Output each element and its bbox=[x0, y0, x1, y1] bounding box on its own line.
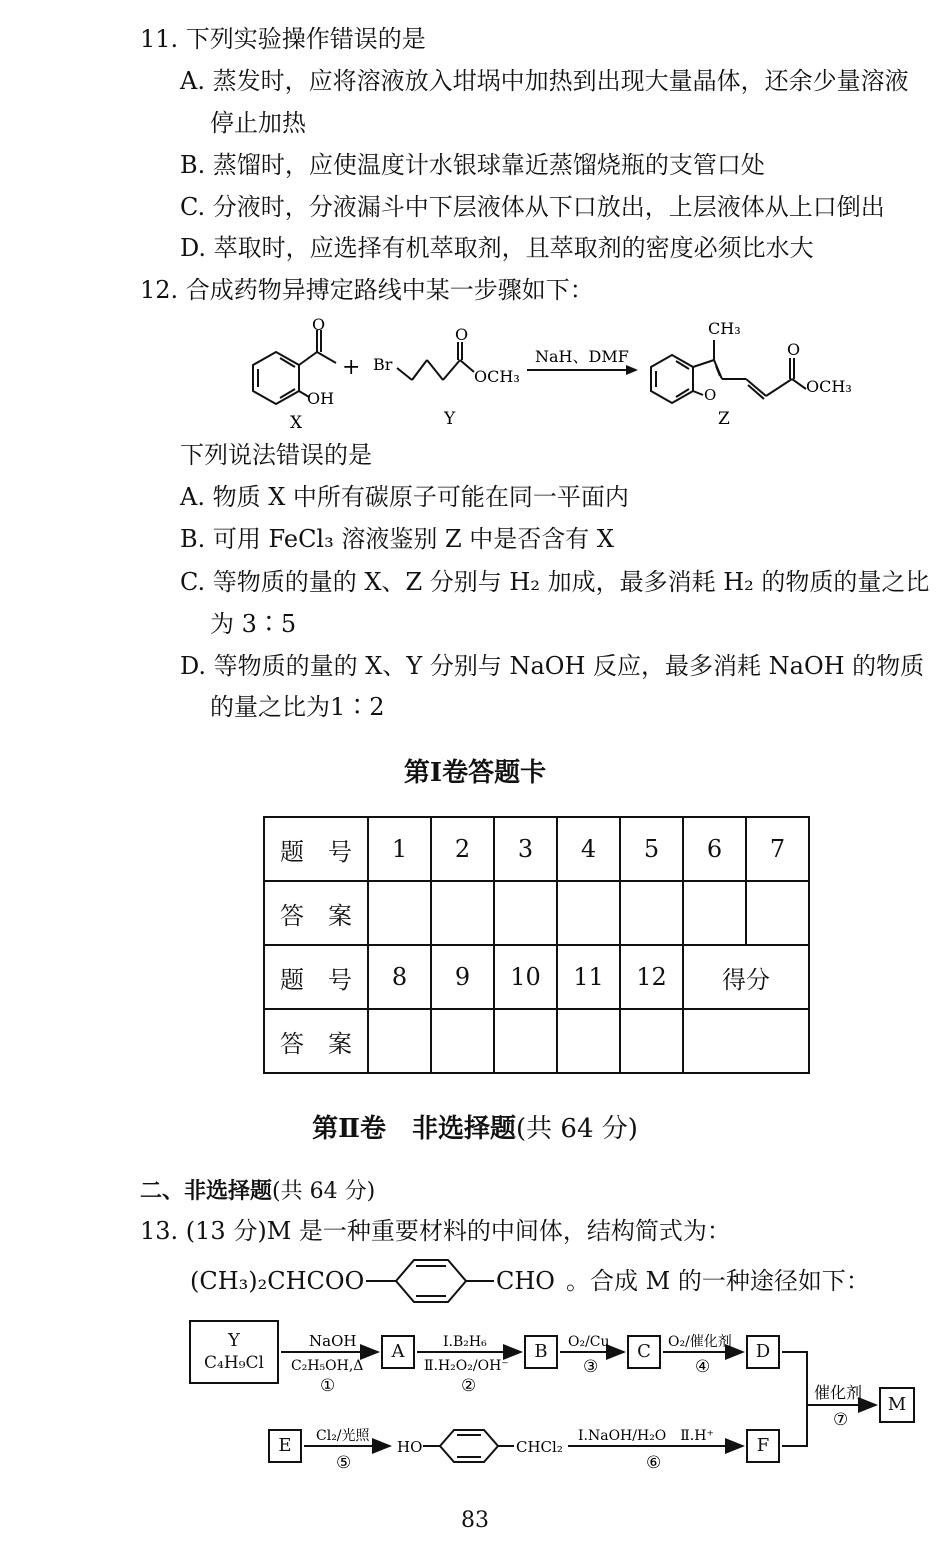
step1-number: ① bbox=[320, 1376, 336, 1396]
flow-box-a: A bbox=[381, 1335, 415, 1369]
z-ring-oxygen: O bbox=[704, 386, 717, 404]
reaction-conditions: NaH、DMF bbox=[535, 347, 629, 366]
question-number-cell: 10 bbox=[494, 945, 557, 1009]
q11-option-d: D. 萃取时，应选择有机萃取剂，且萃取剂的密度必须比水大 bbox=[180, 234, 814, 262]
q12-option-c-cont: 为 3∶5 bbox=[210, 610, 297, 638]
flow-box-f: F bbox=[746, 1429, 780, 1463]
z-methoxy: OCH₃ bbox=[806, 377, 852, 396]
section-heading bbox=[140, 1174, 375, 1205]
y-bromine: Br bbox=[373, 355, 393, 374]
q11-stem: 11. 下列实验操作错误的是 bbox=[140, 25, 426, 53]
q12-option-c: C. 等物质的量的 X、Z 分别与 H₂ 加成，最多消耗 H₂ 的物质的量之比 bbox=[180, 568, 930, 596]
step6-number: ⑥ bbox=[646, 1453, 662, 1473]
answer-card-row-2 bbox=[264, 881, 809, 945]
q12-option-d: D. 等物质的量的 X、Y 分别与 NaOH 反应，最多消耗 NaOH 的物质 bbox=[180, 652, 925, 680]
label-y: Y bbox=[444, 409, 456, 429]
formula-left: (CH₃)₂CHCOO bbox=[190, 1267, 365, 1295]
flow-box-d: D bbox=[746, 1335, 780, 1369]
q13-stem: 13. (13 分)M 是一种重要材料的中间体，结构简式为： bbox=[140, 1217, 731, 1245]
answer-cell-12[interactable] bbox=[620, 1009, 683, 1073]
plus-sign: + bbox=[342, 355, 361, 380]
q12-prompt: 下列说法错误的是 bbox=[180, 441, 372, 469]
question-number-cell: 5 bbox=[620, 817, 683, 881]
answer-card-title: 第Ⅰ卷答题卡 bbox=[403, 758, 547, 788]
q11-option-a: A. 蒸发时，应将溶液放入坩埚中加热到出现大量晶体，还余少量溶液 bbox=[180, 67, 909, 95]
q12-option-d-cont: 的量之比为1∶2 bbox=[210, 693, 385, 721]
header-answer: 答 案 bbox=[264, 1009, 368, 1073]
section-score: (共 64 分) bbox=[272, 1179, 376, 1204]
step5-number: ⑤ bbox=[336, 1453, 352, 1473]
step6-reagent: Ⅰ.NaOH/H₂O Ⅱ.H⁺ bbox=[578, 1428, 714, 1444]
flow-box-c: C bbox=[627, 1335, 661, 1369]
step2-number: ② bbox=[461, 1376, 477, 1396]
compound-y-structure bbox=[397, 342, 474, 380]
question-number-cell: 4 bbox=[557, 817, 620, 881]
answer-cell-5[interactable] bbox=[620, 881, 683, 945]
reaction-scheme bbox=[0, 310, 950, 435]
answer-cell-3[interactable] bbox=[494, 881, 557, 945]
part2-title: 第Ⅱ卷 非选择题 bbox=[312, 1114, 516, 1144]
question-number-cell: 3 bbox=[494, 817, 557, 881]
q12-stem: 12. 合成药物异搏定路线中某一步骤如下： bbox=[140, 276, 594, 304]
step3-number: ③ bbox=[583, 1357, 599, 1377]
step2-reagent: Ⅰ.B₂H₆ bbox=[443, 1334, 487, 1350]
answer-cell-11[interactable] bbox=[557, 1009, 620, 1073]
header-question-number: 题 号 bbox=[264, 945, 368, 1009]
q12-option-a: A. 物质 X 中所有碳原子可能在同一平面内 bbox=[180, 483, 629, 511]
answer-cell-1[interactable] bbox=[368, 881, 431, 945]
benzene-ring-icon bbox=[366, 1256, 496, 1306]
question-number-cell: 12 bbox=[620, 945, 683, 1009]
answer-cell-6[interactable] bbox=[683, 881, 746, 945]
section-title: 二、非选择题 bbox=[140, 1178, 273, 1204]
step7-reagent: 催化剂 bbox=[814, 1383, 863, 1402]
question-number-cell: 7 bbox=[746, 817, 809, 881]
formula-tail: 。合成 M 的一种途径如下： bbox=[566, 1267, 870, 1295]
question-number-cell: 11 bbox=[557, 945, 620, 1009]
question-number-cell: 9 bbox=[431, 945, 494, 1009]
question-number-cell: 2 bbox=[431, 817, 494, 881]
z-methyl: CH₃ bbox=[708, 319, 741, 338]
part2-score: (共 64 分) bbox=[516, 1114, 638, 1144]
q11-option-b: B. 蒸馏时，应使温度计水银球靠近蒸馏烧瓶的支管口处 bbox=[180, 151, 765, 179]
intermediate-chcl2: CHCl₂ bbox=[516, 1438, 563, 1456]
label-x: X bbox=[290, 413, 303, 433]
step2-conditions: Ⅱ.H₂O₂/OH⁻ bbox=[424, 1358, 509, 1374]
flow-box-b: B bbox=[524, 1335, 558, 1369]
question-number-cell: 8 bbox=[368, 945, 431, 1009]
intermediate-ho: HO bbox=[397, 1438, 423, 1456]
answer-cell-10[interactable] bbox=[494, 1009, 557, 1073]
step1-reagent: NaOH bbox=[309, 1332, 357, 1350]
header-score: 得分 bbox=[683, 945, 809, 1009]
flow-y-formula: C₄H₉Cl bbox=[204, 1353, 264, 1373]
answer-card-row-4 bbox=[264, 1009, 809, 1073]
answer-cell-8[interactable] bbox=[368, 1009, 431, 1073]
page-number: 83 bbox=[461, 1508, 489, 1533]
flow-box-m: M bbox=[879, 1387, 915, 1423]
step5-reagent: Cl₂/光照 bbox=[316, 1428, 370, 1444]
z-carbonyl-o: O bbox=[787, 340, 801, 359]
step4-reagent: O₂/催化剂 bbox=[668, 1334, 732, 1350]
answer-cell-4[interactable] bbox=[557, 881, 620, 945]
score-cell[interactable] bbox=[683, 1009, 809, 1073]
compound-z-structure bbox=[651, 340, 806, 403]
answer-card-row-3 bbox=[264, 945, 809, 1009]
step3-reagent: O₂/Cu bbox=[568, 1334, 610, 1350]
formula-right: CHO bbox=[496, 1267, 555, 1295]
answer-card-table bbox=[263, 816, 810, 1074]
answer-card-row-1 bbox=[264, 817, 809, 881]
x-carbonyl-o: O bbox=[312, 315, 326, 334]
header-question-number: 题 号 bbox=[264, 817, 368, 881]
question-number-cell: 1 bbox=[368, 817, 431, 881]
answer-cell-9[interactable] bbox=[431, 1009, 494, 1073]
flow-y-name: Y bbox=[228, 1330, 240, 1351]
question-number-cell: 6 bbox=[683, 817, 746, 881]
step4-number: ④ bbox=[695, 1357, 711, 1377]
q12-option-b: B. 可用 FeCl₃ 溶液鉴别 Z 中是否含有 X bbox=[180, 525, 615, 553]
x-hydroxyl: OH bbox=[307, 389, 335, 408]
step7-number: ⑦ bbox=[833, 1410, 849, 1430]
answer-cell-2[interactable] bbox=[431, 881, 494, 945]
part2-heading bbox=[0, 1108, 950, 1145]
flow-box-e: E bbox=[268, 1429, 302, 1463]
label-z: Z bbox=[718, 409, 730, 429]
y-carbonyl-o: O bbox=[455, 325, 469, 344]
header-answer: 答 案 bbox=[264, 881, 368, 945]
flow-arrows bbox=[0, 1310, 950, 1490]
q11-option-a-cont: 停止加热 bbox=[210, 109, 306, 137]
step1-conditions: C₂H₅OH,Δ bbox=[291, 1358, 364, 1374]
y-methoxy: OCH₃ bbox=[474, 367, 520, 386]
answer-cell-7[interactable] bbox=[746, 881, 809, 945]
q11-option-c: C. 分液时，分液漏斗中下层液体从下口放出，上层液体从上口倒出 bbox=[180, 193, 885, 221]
